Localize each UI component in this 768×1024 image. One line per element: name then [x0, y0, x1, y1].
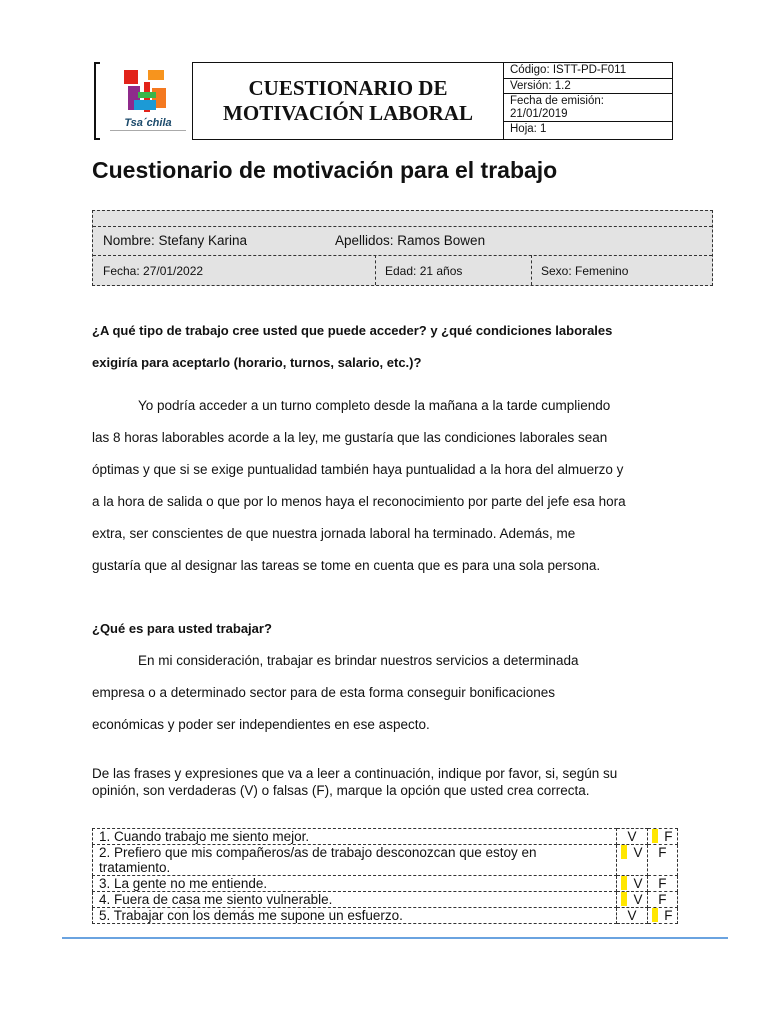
highlight-mark-icon [652, 908, 658, 922]
logo-underline [110, 130, 186, 134]
vf-option-true[interactable] [617, 845, 647, 876]
form-title-box [192, 62, 504, 140]
meta-fecha-label: Fecha de emisión: [510, 95, 604, 107]
vf-option-label: V [627, 908, 637, 923]
answer-2-line: económicas y poder ser independientes en ese aspecto. [92, 717, 430, 732]
highlight-mark-icon [621, 876, 627, 890]
vf-row [93, 892, 678, 908]
vf-statement: 5. Trabajar con los demás me supone un esfuerzo. [93, 908, 617, 924]
header-bracket [94, 62, 100, 140]
answer-2-line: En mi consideración, trabajar es brindar nuestros servicios a determinada [138, 653, 579, 668]
vf-option-true[interactable] [617, 876, 647, 892]
document-title: Cuestionario de motivación para el trabajo [92, 157, 558, 183]
vf-option-true[interactable] [617, 908, 647, 924]
true-false-table [92, 828, 678, 924]
vf-row [93, 876, 678, 892]
form-title-line2: MOTIVACIÓN LABORAL [223, 101, 473, 125]
vf-option-false[interactable] [647, 829, 677, 845]
info-nombre: Nombre: Stefany Karina [103, 233, 248, 248]
form-title-line1: CUESTIONARIO DE [248, 76, 448, 100]
info-divider [375, 255, 376, 285]
vf-option-true[interactable] [617, 892, 647, 908]
question-1 [92, 315, 692, 379]
vf-option-false[interactable] [647, 876, 677, 892]
vf-option-label: V [627, 829, 637, 844]
instructions-line: opinión, son verdaderas (V) o falsas (F), marque la opción que usted crea correcta. [92, 783, 590, 798]
vf-option-label: F [658, 876, 667, 891]
highlight-mark-icon [621, 892, 627, 906]
vf-option-label: F [658, 892, 667, 907]
vf-statement: 2. Prefiero que mis compañeros/as de trabajo desconozcan que estoy en tratamiento. [93, 845, 617, 876]
answer-1-line: extra, ser conscientes de que nuestra jornada laboral ha terminado. Además, me [92, 526, 576, 541]
answer-2 [92, 645, 692, 741]
vf-option-label: V [633, 892, 643, 907]
info-edad: Edad: 21 años [385, 264, 463, 278]
answer-1-line: a la hora de salida o que por lo menos haya el reconocimiento por parte del jefe esa hora [92, 494, 626, 509]
vf-statement: 4. Fuera de casa me siento vulnerable. [93, 892, 617, 908]
answer-2-line: empresa o a determinado sector para de esta forma conseguir bonificaciones [92, 685, 556, 700]
vf-statement: 3. La gente no me entiende. [93, 876, 617, 892]
meta-version: Versión: 1.2 [504, 79, 672, 95]
meta-fecha [504, 94, 672, 122]
meta-hoja: Hoja: 1 [510, 123, 547, 135]
answer-1 [92, 390, 692, 582]
info-fecha: Fecha: 27/01/2022 [103, 264, 204, 278]
answer-1-line: gustaría que al designar las tareas se tome en cuenta que es para una sola persona. [92, 558, 601, 573]
vf-row [93, 829, 678, 845]
answer-1-line: las 8 horas laborables acorde a la ley, me gustaría que las condiciones laborales sean [92, 430, 608, 445]
page-divider-line [62, 937, 728, 939]
vf-option-label: F [658, 845, 667, 860]
vf-row [93, 845, 678, 876]
info-divider [93, 255, 712, 256]
highlight-mark-icon [621, 845, 627, 859]
vf-option-false[interactable] [647, 892, 677, 908]
logo-text: Tsa´chila [124, 117, 172, 129]
vf-option-label: V [633, 845, 643, 860]
form-meta-box [504, 62, 673, 140]
vf-option-true[interactable] [617, 829, 647, 845]
info-divider [531, 255, 532, 285]
vf-row [93, 908, 678, 924]
vf-option-false[interactable] [647, 908, 677, 924]
vf-option-label: F [664, 829, 673, 844]
highlight-mark-icon [652, 829, 658, 843]
question-1-line: ¿A qué tipo de trabajo cree usted que puede acceder? y ¿qué condiciones laborales [92, 323, 613, 338]
personal-info-table [92, 210, 713, 286]
info-sexo: Sexo: Femenino [541, 264, 629, 278]
question-2: ¿Qué es para usted trabajar? [92, 621, 272, 636]
meta-codigo: Código: ISTT-PD-F011 [504, 63, 672, 79]
vf-option-label: F [664, 908, 673, 923]
vf-option-false[interactable] [647, 845, 677, 876]
answer-1-line: óptimas y que si se exige puntualidad también haya puntualidad a la hora del almuerzo y [92, 462, 624, 477]
question-1-line: exigiría para aceptarlo (horario, turnos, salario, etc.)? [92, 355, 422, 370]
answer-1-line: Yo podría acceder a un turno completo desde la mañana a la tarde cumpliendo [138, 398, 611, 413]
meta-fecha-value: 21/01/2019 [510, 107, 568, 120]
instructions [92, 765, 692, 799]
vf-statement: 1. Cuando trabajo me siento mejor. [93, 829, 617, 845]
info-divider [93, 226, 712, 227]
info-apellidos: Apellidos: Ramos Bowen [335, 233, 486, 248]
instructions-line: De las frases y expresiones que va a leer a continuación, indique por favor, si, según su [92, 766, 618, 781]
vf-option-label: V [633, 876, 643, 891]
